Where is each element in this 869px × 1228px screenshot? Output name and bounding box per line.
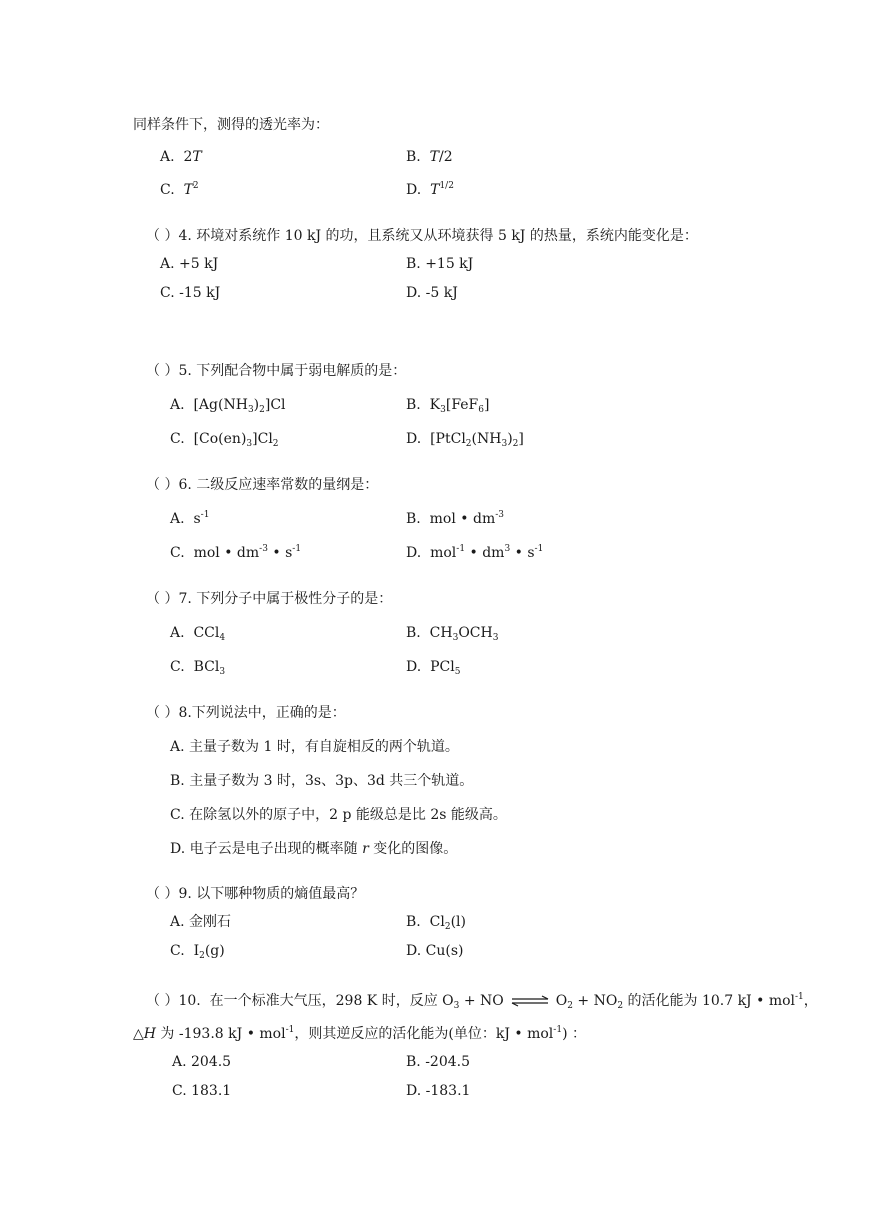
q8-option-c: C. 在除氢以外的原子中，2 p 能级总是比 2s 能级高。 [170,807,507,823]
q3-option-c: C. $T^2$ [160,181,199,198]
q8-question: （ ）8.下列说法中，正确的是： [146,705,346,721]
q6-option-b: B. mol • $dm^{-3}$ [406,510,505,527]
q7-option-b: B. $CH_3OCH_3$ [406,625,499,643]
q4-option-a: A. +5 kJ [160,256,219,272]
q6-question: （ ）6. 二级反应速率常数的量纲是： [146,477,379,493]
q6-option-c: C. mol • $dm^{-3}$ • $s^{-1}$ [170,544,302,561]
q10-question-line1: （ ）10. 在一个标准大气压，298 K 时，反应 $O_3$ + NO $O_2 + NO_2$ 的活化能为 10.7 kJ • mol$^{-1}$， [146,992,818,1011]
q9-option-b: B. $Cl_2(l)$ [406,914,466,932]
equilibrium-arrow-icon [510,995,550,1007]
q4-option-c: C. -15 kJ [160,285,221,301]
q10-option-c: C. 183.1 [172,1083,232,1099]
q3-option-a: A. 2T [160,149,202,165]
q7-option-c: C. BCl$_3$ [170,659,226,677]
q4-option-d: D. -5 kJ [406,285,458,301]
q8-option-a: A. 主量子数为 1 时，有自旋相反的两个轨道。 [170,739,459,755]
q6-option-a: A. $s^{-1}$ [170,510,210,527]
q8-option-b: B. 主量子数为 3 时，3s、3p、3d 共三个轨道。 [170,773,474,789]
q5-option-c: C. $[Co(en)_3]Cl_2$ [170,431,279,449]
q7-option-a: A. CCl$_4$ [170,625,226,643]
q7-option-d: D. PCl$_5$ [406,659,461,677]
q10-option-a: A. 204.5 [172,1054,232,1070]
q3-option-b: B. T/2 [406,149,453,165]
q10-option-d: D. -183.1 [406,1083,471,1099]
q10-option-b: B. -204.5 [406,1054,470,1070]
q3-option-d: D. $T^{1/2}$ [406,181,454,198]
q4-question: （ ）4. 环境对系统作 10 kJ 的功，且系统又从环境获得 5 kJ 的热量，系统内能变化是： [146,228,698,244]
q9-option-c: C. $I_2(g)$ [170,943,225,961]
q7-question: （ ）7. 下列分子中属于极性分子的是： [146,591,393,607]
q5-question: （ ）5. 下列配合物中属于弱电解质的是： [146,363,407,379]
q8-option-d: D. 电子云是电子出现的概率随 r 变化的图像。 [170,841,458,857]
q9-option-a: A. 金刚石 [170,914,232,930]
q4-option-b: B. +15 kJ [406,256,474,272]
q5-option-d: D. $[PtCl_2(NH_3)_2]$ [406,431,524,449]
intro-text: 同样条件下，测得的透光率为： [133,117,329,133]
q5-option-b: B. $K_3[FeF_6]$ [406,397,490,415]
q9-option-d: D. Cu(s) [406,943,464,959]
q6-option-d: D. mol$^{-1}$ • $dm^3$ • $s^{-1}$ [406,544,544,561]
q5-option-a: A. $[Ag(NH_3)_2]Cl$ [170,397,286,415]
q9-question: （ ）9. 以下哪种物质的熵值最高？ [146,886,365,902]
q10-question-line2: △H 为 -193.8 kJ • mol$^{-1}$，则其逆反应的活化能为(单位：kJ • mol$^{-1}$) ： [133,1025,586,1042]
